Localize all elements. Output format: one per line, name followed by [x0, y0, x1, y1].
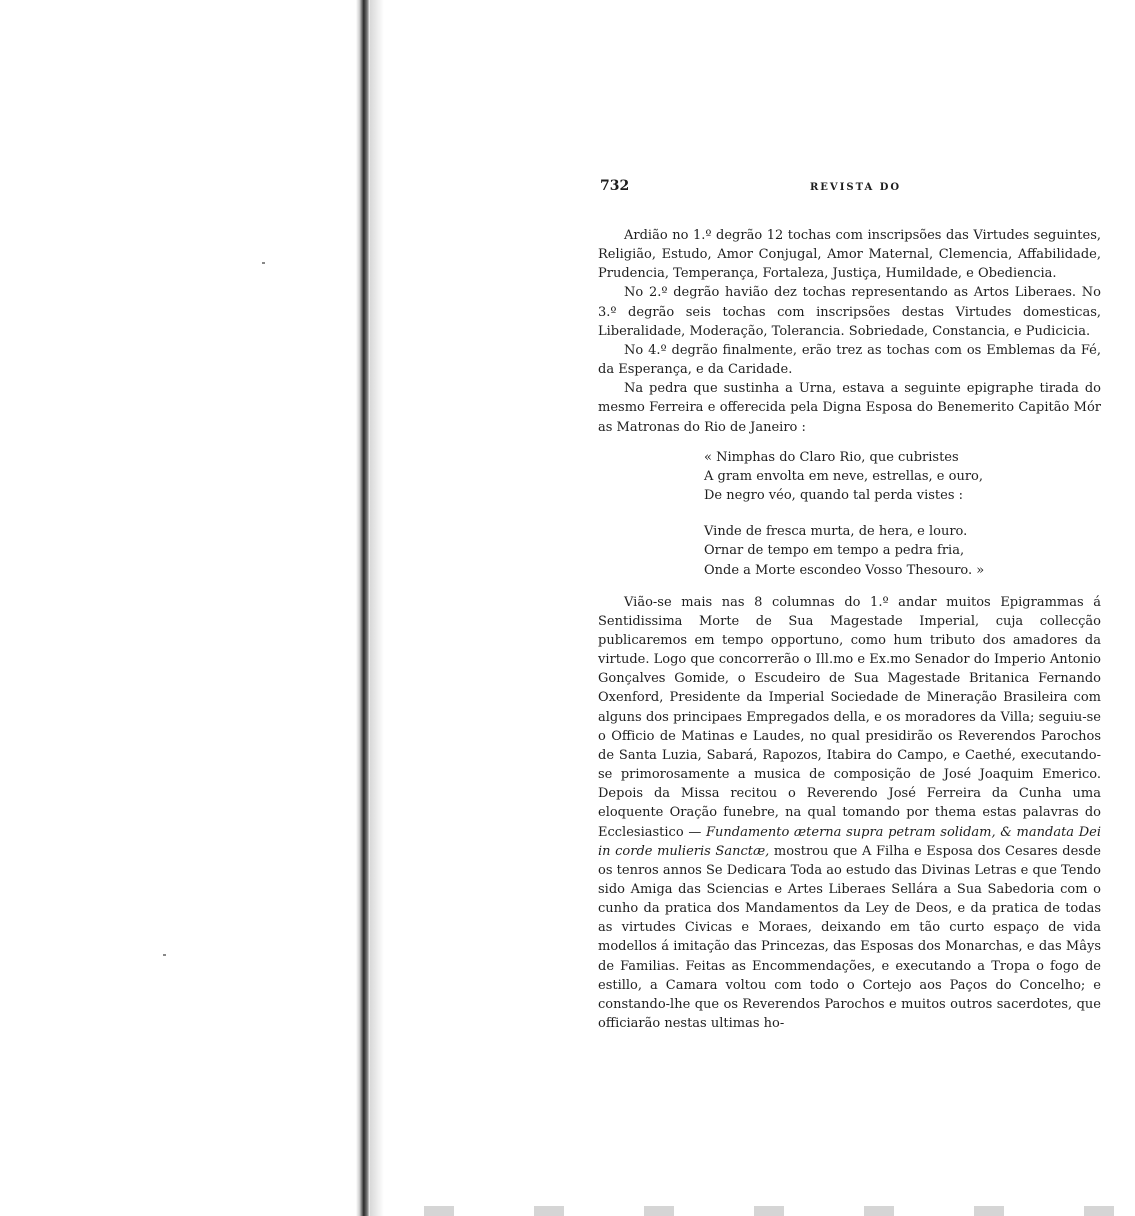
gutter-shadow: [370, 0, 384, 1216]
paragraph: Ardião no 1.º degrão 12 tochas com inscripsões das Virtudes seguintes, Religião, Estudo, Amor Conjugal, Amor Maternal, Clemencia, Affabilidade, Prudencia, Temperança, Fortaleza, Justiça, Humildade, e Obediencia.: [598, 228, 1101, 282]
paragraph: No 2.º degrão havião dez tochas representando as Artos Liberaes. No 3.º degrão seis tochas com inscripsões destas Virtudes domesticas, Liberalidade, Moderação, Tolerancia. Sobriedade, Constancia, e Pudicicia.: [598, 285, 1101, 339]
running-head: REVISTA DO: [810, 182, 902, 193]
body-text: [598, 226, 1101, 1033]
verse-line: Onde a Morte escondeo Vosso Thesouro. »: [704, 562, 985, 578]
paper-speck: [262, 262, 265, 264]
latin-quotation: Fundamento æterna supra petram solidam, & mandata Dei in corde mulieris Sanctæ,: [598, 824, 1101, 859]
verse-line: A gram envolta em neve, estrellas, e ouro,: [704, 468, 983, 484]
paper-speck: [163, 954, 166, 956]
paragraph: No 4.º degrão finalmente, erão trez as tochas com os Emblemas da Fé, da Esperança, e da Caridade.: [598, 342, 1101, 378]
page-header: [600, 178, 1100, 198]
book-spine: [356, 0, 370, 1216]
paragraph: [598, 593, 1101, 1034]
stanza: [704, 522, 1101, 579]
page-bottom-edge: [384, 1206, 1135, 1216]
stanza: [704, 448, 1101, 505]
paragraph-text: mostrou que A Filha e Esposa dos Cesares desde os tenros annos Se Dedicara Toda ao estudo das Divinas Letras e que Tendo sido Amiga das Sciencias e Artes Liberaes Sellára a Sua Sabedoria com o cunho da pratica dos Mandamentos da Ley de Deos, e da pratica de todas as virtudes Civicas e Moraes, deixando em tão curto espaço de vida modellos á imitação das Princezas, das Esposas dos Monarchas, e das Mâys de Familias. Feitas as Encommendações, e executando a Tropa o fogo de estillo, a Camara voltou com todo o Cortejo aos Paços do Concelho; e constando-lhe que os Reverendos Parochos e muitos outros sacerdotes, que officiarão nestas ultimas ho-: [598, 843, 1101, 1032]
paragraph-text: Vião-se mais nas 8 columnas do 1.º andar muitos Epigrammas á Sentidissima Morte de Sua Magestade Imperial, cuja collecção publicaremos em tempo opportuno, como hum tributo dos amadores da virtude. Logo que concorrerão o Ill.mo e Ex.mo Senador do Imperio Antonio Gonçalves Gomide, o Escudeiro de Sua Magestade Britanica Fernando Oxenford, Presidente da Imperial Sociedade de Mineração Brasileira com alguns dos principaes Empregados della, e os moradores da Villa; seguiu-se o Officio de Matinas e Laudes, no qual presidirão os Reverendos Parochos de Santa Luzia, Sabará, Rapozos, Itabira do Campo, e Caethé, executando-se primorosamente a musica de composição de José Joaquim Emerico. Depois da Missa recitou o Reverendo José Ferreira da Cunha uma eloquente Oração funebre, na qual tomando por thema estas palavras do Ecclesiastico —: [598, 594, 1101, 840]
verse-line: Vinde de fresca murta, de hera, e louro.: [704, 524, 968, 540]
page-number: 732: [600, 178, 630, 194]
verse-line: « Nimphas do Claro Rio, que cubristes: [704, 449, 959, 465]
verse-line: Ornar de tempo em tempo a pedra fria,: [704, 543, 965, 559]
verse-epigraph: [598, 448, 1101, 580]
paragraph: Na pedra que sustinha a Urna, estava a seguinte epigraphe tirada do mesmo Ferreira e offerecida pela Digna Esposa do Benemerito Capitão Mór as Matronas do Rio de Janeiro :: [598, 381, 1101, 435]
verse-line: De negro véo, quando tal perda vistes :: [704, 488, 964, 504]
